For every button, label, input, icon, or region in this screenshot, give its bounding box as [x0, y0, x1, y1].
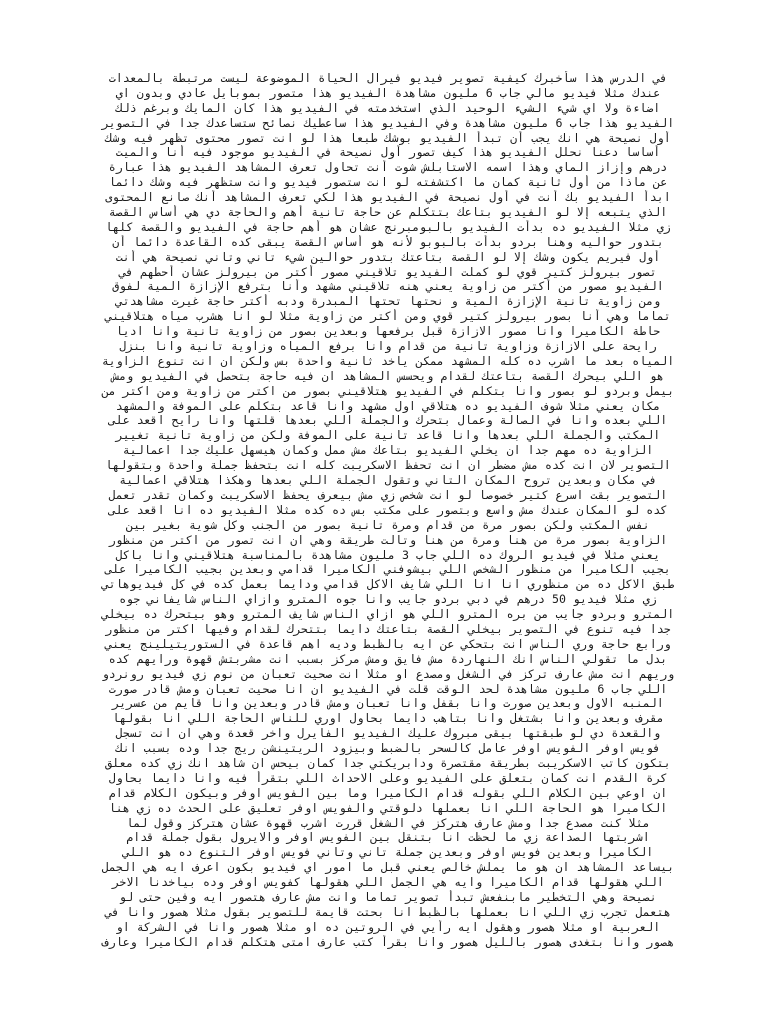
text-line: هو اللي بيحرك القصة بتاعتك لقدام ويحسس المشاهد ان فيه حاجة بتحصل في الفيديو ومش	[112, 368, 664, 383]
text-line: هصور وانا بتغدى هصور بالليل هصور وانا بقرأ كتب عارف امتى هتكلم قدام الكاميرا وعارف	[101, 934, 675, 949]
text-line: الفيديو هذا جاب 6 مليون مشاهدة وفي الفيديو هذا ساعطيك نصائح ستساعدك جدا في التصوير	[101, 115, 675, 130]
text-line: الكاميرا هو الحاجة اللي انا بعملها دلوقتي والفويس اوفر تعليق على الحدث ده زي هنا	[108, 800, 668, 815]
text-line: كرة القدم انت كمان بتعلق على الفيديو وعلى الاحداث اللي بتقرأ فيه وانا دايما بحاول	[108, 770, 668, 785]
text-line: نفس المكتب ولكن بصور مرة من قدام ومرة تانية بصور من الجنب وكل شوية بغير بين	[126, 517, 650, 532]
text-line: اشربتها الصداعة زي ما لحظت انا بتنقل بين الفويس اوفر والايرول بقول جملة قدام	[126, 830, 650, 845]
text-line: عن ماذا من أول ثانية كمان ما اكتشفته لو انت ستصور فيديو وانت ستظهر فيه وشك دائما	[108, 175, 668, 190]
text-line: أساسا دعنا نحلل الفيديو هذا كيف تصور أول نصيحة في الفيديو موجود فيه أنا والميت	[115, 145, 661, 160]
text-line: المنبه الاول وبعدين صورت وانا بقفل وانا تعبان ومش قادر وبعدين وانا قايم من عسرير	[112, 696, 664, 711]
text-line: عندك مثلا فيديو مالي جاب 6 مليون مشاهدة الفيديو هذا متصور بموبايل عادي وبدون اي	[115, 85, 661, 100]
text-line: زي مثلا فيديو 50 درهم في دبي بردو جايب وانا جوه المترو وازاي الناس شايفاني جوه	[119, 592, 657, 607]
text-line: والقعدة دي لو طبقتها بيقى مبروك عليك الفيديو الفايرل واخر قعدة وهي ان انت تسجل	[115, 726, 661, 741]
text-line: هتعمل تجرب زي اللي انا بعملها بالظبط انا بحتت قايمة للتصوير بقول مثلا هصور وانا في	[105, 904, 671, 919]
text-line: المترو وبردو جايب من بره المترو اللي هو ازاي الناس شايف المترو وهو بيتحرك ده بيخلي	[101, 607, 675, 622]
text-line: طبق الاكل ده من منظوري انا انا اللي شايف الاكل قدامي ودايما بعمل كده في كل فيديوهاتي	[101, 577, 675, 592]
text-line: نصيحة وهي التخطير مابنفعش تبدأ تصوير تماما وانت مش عارف هتصور ايه وفين حتى لو	[119, 889, 657, 904]
text-line: بتكون كاتب الاسكريبت بطريقة مقتصرة ودابريكتي جدا كمان بيحس ان شاهد انك زي كده معلق	[105, 755, 671, 770]
text-line: الزاوية بصور مرة من هنا ومرة من هنا وتالت طريقة وهي ان انت تصور من اكتر من منظور	[108, 532, 668, 547]
text-line: الذي يتبعه إلا لو الفيديو بتاعك بتتكلم عن حاجة تانية أهم والحاجة دي هي أساس القصة	[108, 205, 668, 220]
text-line: الزاوية ده مهم جدا ان يخلي الفيديو بتاعك مش ممل وكمان هيسهل عليك جدا اعمالية	[122, 443, 654, 458]
text-line: مثلا كنت مصدع جدا ومش عارف هتركز في الشغل قررت اشرب قهوة عشان هتركز وقول لما	[126, 815, 650, 830]
text-line: وريهم انت مش عارف تركز في الشغل ومصدع او مثلا انت صحيت تعبان من نوم زي فيديو رونردو	[101, 666, 675, 681]
text-line: كده لو المكان عندك مش واسع وبتصور على مكتب بس ده كده مثلا الفيديو ده انا اقعد على	[108, 502, 668, 517]
text-line: حاطة الكاميرا وانا مصور الازازة قبل برفعها وبعدين بصور من زاوية تانية وانا اديا	[115, 324, 661, 339]
text-line: المكتب والجملة اللي بعدها وانا قاعد تانية على الموفة ولكن من زاوية تانية تغيير	[115, 428, 661, 443]
text-line: يعني مثلا في فيديو الروك ده اللي جاب 3 مليون مشاهدة بالمناسبة هتلاقيني وانا باكل	[115, 547, 661, 562]
text-line: اللي بعده وانا في الصالة وعمال بتحرك والجملة اللي بعدها قلتها وانا رايح اقعد على	[108, 413, 668, 428]
text-line: بتدور حواليه وهنا بردو بدأت بالبوبو لأنه هو أساس القصة يبقى كده القاعدة دائما أن	[112, 234, 664, 249]
text-line: العربية او مثلا هصور وهقول ايه رأيي في الروتين ده او مثلا هصور وانا في الشركة او	[115, 919, 661, 934]
text-line: زي مثلا الفيديو ده بدأت الفيديو بالبومبرنج عشان هو أهم حاجة في الفيديو والقصة كلها	[105, 219, 671, 234]
text-line: في الدرس هذا سأخبرك كيفية تصوير فيديو فيرال الحياة الموضوعة ليست مرتبطة بالمعدات	[108, 71, 668, 85]
text-line: أول نصيحة هي انك يجب أن تبدأ الفيديو بوشك طبعا هذا لو انت تصور محتوى تظهر فيه وشك	[105, 130, 671, 145]
text-line: ومن زاوية تانية الإزازة المية و نحتها تحتها المبدرة ودبه أكتر حاجة غيرت مشاهدتي	[115, 294, 661, 309]
text-line: أول فيريم يكون وشك إلا لو القصة بتاعتك بتدور حوالين شيء تاني وتاني نصيحة هي أنت	[115, 249, 661, 264]
text-line: بيمل وبردو لو بصور وانا بتكلم في الفيديو هتلاقيني بصور من اكتر من زاوية ومن اكتر من	[101, 383, 675, 398]
text-line: التصوير لان انت كده مش مضطر ان انت تحفظ الاسكريبت كله انت بتحفظ جملة واحدة وبتقولها	[105, 458, 671, 473]
text-line: في مكان وبعدين تروح المكان التاني وتقول الجملة اللي بعدها وهكذا هتلاقي اعمالية	[119, 473, 657, 488]
text-line: تماما وهي أنا بصور بيرولز كتير قوي ومن أكتر من زاوية مثلا لو انا هشرب مياه هتلاقيني	[105, 309, 671, 324]
text-line: اللي جاب 6 مليون مشاهدة لحد الوقت قلت في الفيديو ان انا صحيت تعبان ومش قادر صورت	[108, 681, 668, 696]
text-line: الكاميرا وبعدين فويس اوفر وبعدين جملة تاني وتاني فويس اوفر التنوع ده هو اللي	[122, 845, 654, 860]
text-line: الفيديو مصور من أكتر من زاوية يعني هنه تلاقيني مشهد وأنا بترفع الإزازة المية لفوق	[112, 279, 664, 294]
text-line: اضاءة ولا اي شيء الشيء الوحيد الذي استخدمته في الفيديو هذا كان المايك وبرغم ذلك	[115, 100, 661, 115]
text-line: فويس اوفر الفويس اوفر عامل كالسحر بالضبط وبيزود الريتينشن ريج جدا وده بسبب انك	[115, 741, 661, 756]
text-line: ابدأ الفيديو بك أنت في أول نصيحة في الفيديو هذا لكي تعرف المشاهد أنك صانع المحتوى	[105, 190, 671, 205]
text-line: رايحة على الازازة وزاوية تانية من قدام وانا برفع المياه وزاوية تانية وانا بنزل	[119, 339, 657, 354]
text-line: مقرف وبعدين وانا بشتغل وانا بتاهب دايما بحاول اوري للناس الحاجة اللي انا بقولها	[112, 711, 664, 726]
body-text	[72, 71, 704, 950]
text-line: تصور بيرولز كتير قوي لو كملت الفيديو تلاقيني مصور أكتر من بيرولز عشان أحطهم في	[119, 264, 657, 279]
text-line: التصوير بقت اسرع كتير خصوصا لو انت شخص زي مش بيعرف يحفظ الاسكريبت وكمان تقدر تعمل	[108, 487, 668, 502]
text-line: بيساعد المشاهد ان هو ما يملش خالص يعني قبل ما امور اي فيديو بكون اعرف ايه هي الجمل	[101, 860, 675, 875]
text-line: مكان يعني مثلا شوف الفيديو ده هتلاقي اول مشهد وانا قاعد بتكلم على الموفة والمشهد	[115, 398, 661, 413]
text-line: اللي هقولها قدام الكاميرا وايه هي الجمل اللي هقولها كفويس اوفر وده بياخدنا الاخر	[112, 875, 664, 890]
text-line: درهم وإزاز الماي وهذا اسمه الاستابلش شوت أنت تحاول تعرف المشاهد الفيديو هذا عبارة	[108, 160, 668, 175]
text-line: المياه بعد ما اشرب ده كله المشهد ممكن ياخد ثانية واحدة بس ولكن ان انت تنوع الزاوية	[101, 353, 675, 368]
text-line: ورابع حاجة وري الناس انت بتحكي عن ايه بالظبط وديه اهم قاعدة في الستوريتيلينج يعني	[105, 636, 671, 651]
text-line: بجيب الكاميرا من منظور الشخص اللي بيشوفني الكاميرا قدامي وبعدين بجيب الكاميرا على	[105, 562, 671, 577]
text-line: جدا فيه تنوع في التصوير بيخلي القصة بتاعتك دايما بتتحرك لقدام وفيها اكتر من منظور	[105, 621, 671, 636]
text-line: بدل ما تقولي الناس انك النهاردة مش فايق ومش مركز بسبب انت مشربتش قهوة ورايهم كده	[108, 651, 668, 666]
text-line: ان اوعي بين الكلام اللي بقوله قدام الكاميرا وما بين الفويس اوفر وبيكون الكلام قدام	[108, 785, 668, 800]
